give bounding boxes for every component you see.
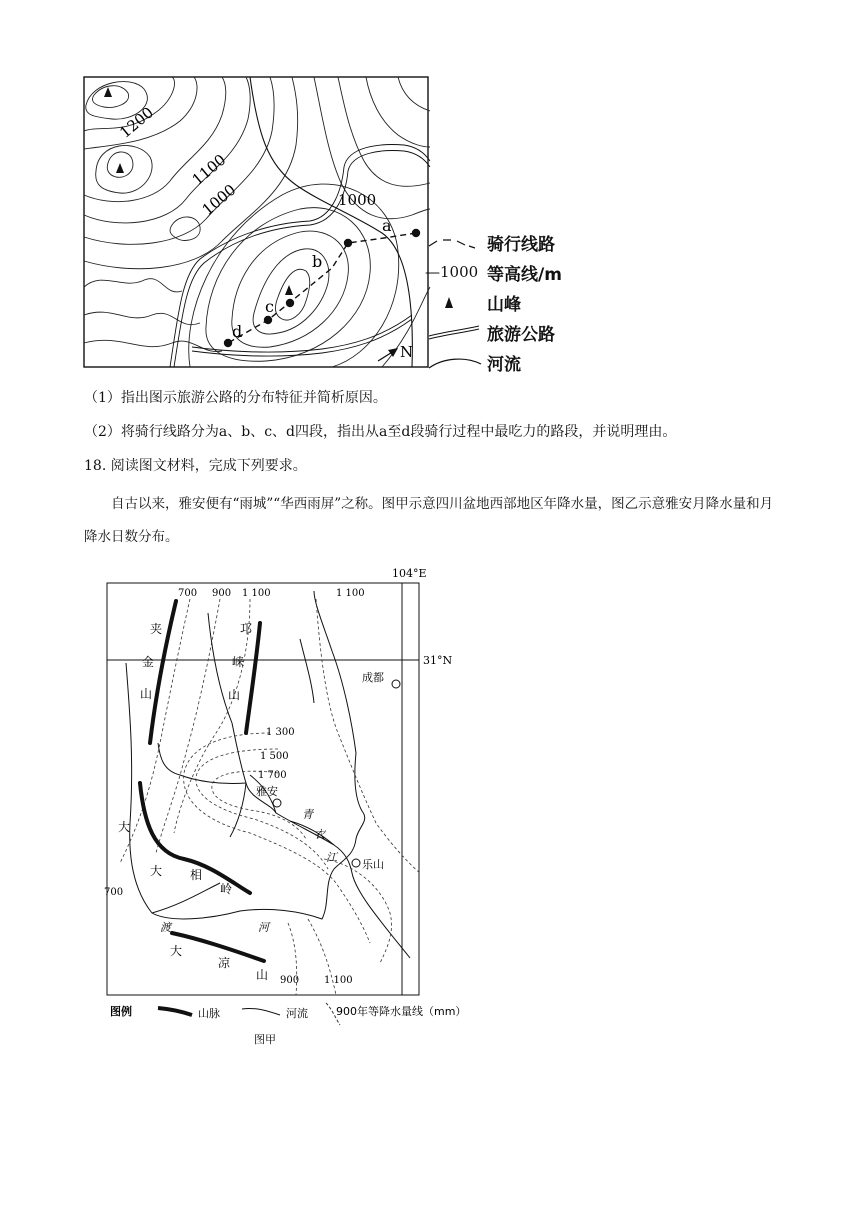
precipitation-map: [100, 563, 520, 1048]
contour-label: 1000: [198, 180, 240, 219]
mountain-label-jiajin: 山: [140, 687, 153, 701]
mountain-label-daxiang: 相: [190, 868, 203, 882]
precipitation-map-legend: [110, 1003, 466, 1046]
legend-label: 等高线/m: [487, 264, 562, 285]
legend-item-peak: [425, 287, 521, 317]
isohyet-label: 700: [178, 588, 198, 599]
mountain-legend-icon: [158, 1008, 192, 1015]
legend-label: 河流: [487, 354, 521, 375]
river-label-qingyi: 青: [302, 808, 313, 821]
isohyet-label: 1 500: [260, 751, 289, 762]
city-yaan: 雅安: [256, 785, 278, 798]
legend-item-river: [425, 347, 521, 377]
contour-label: 1200: [116, 103, 157, 142]
isohyet-label: 1 300: [266, 727, 295, 738]
legend-item-contour: [425, 257, 562, 287]
north-label: N: [400, 343, 414, 361]
legend-label: 骑行线路: [487, 234, 555, 255]
isohyet-label: 1 700: [258, 770, 287, 781]
city-leshan: 乐山: [362, 858, 384, 871]
longitude-label: 104°E: [392, 567, 427, 580]
dashed-route-icon: [425, 232, 483, 252]
legend-title: 图例: [110, 1005, 132, 1018]
isohyet-label: 1 100: [242, 588, 271, 599]
legend-river-label: 河流: [286, 1007, 308, 1020]
river-label-qingyi: 衣: [314, 828, 325, 841]
river-label-dadu: 河: [258, 921, 269, 934]
contour-icon: —1000: [425, 263, 479, 281]
mountain-label-daliang: 山: [256, 968, 269, 982]
mountain-label-daxiang: 大: [150, 864, 163, 878]
river-label-dadu: 渡: [160, 921, 171, 934]
legend-label: 旅游公路: [487, 324, 555, 345]
mountain-label-daliang: 凉: [218, 956, 231, 970]
legend-mountain-label: 山脉: [198, 1007, 220, 1020]
question-18-title: 18. 阅读图文材料，完成下列要求。: [84, 458, 307, 474]
peak-icon: [425, 292, 483, 312]
figure-caption: 图甲: [254, 1033, 276, 1046]
isohyet-label: 700: [104, 887, 124, 898]
isohyet-label: 1 100: [336, 588, 365, 599]
river-icon: [425, 352, 483, 372]
question-1: （1）指出图示旅游公路的分布特征并简析原因。: [84, 390, 387, 406]
mountain-label-jiajin: 夹: [150, 622, 163, 636]
mountain-label-qionglai: 山: [228, 688, 241, 702]
question-18-paragraph: 自古以来，雅安便有“雨城”“华西雨屏”之称。图甲示意四川盆地西部地区年降水量，图乙示意雅安月降水量和月降水日数分布。: [84, 496, 774, 545]
point-label-d: d: [232, 322, 243, 341]
mountain-label-daliang: 大: [170, 944, 183, 958]
mountain-label-da: 大: [118, 820, 131, 834]
legend-item-route: [425, 227, 555, 257]
road-icon: [425, 322, 483, 342]
latitude-label: 31°N: [423, 654, 453, 667]
isohyet-label: 900: [280, 975, 300, 986]
river-label-qingyi: 江: [326, 851, 337, 864]
contour-map: [82, 75, 432, 371]
contour-label: 1100: [188, 150, 230, 189]
point-label-c: c: [265, 297, 274, 316]
legend-isohyet-label: 900年等降水量线（mm）: [336, 1005, 467, 1018]
contour-label: 1000: [338, 191, 377, 209]
mountain-label-qionglai: 邛: [240, 622, 253, 636]
legend-label: 山峰: [487, 294, 521, 315]
legend-item-road: [425, 317, 555, 347]
point-label-a: a: [382, 216, 392, 235]
river-legend-icon: [242, 1008, 280, 1015]
city-chengdu: 成都: [362, 671, 384, 684]
mountain-label-jiajin: 金: [142, 655, 155, 669]
isohyet-label: 1 100: [324, 975, 353, 986]
mountain-line: [246, 623, 260, 733]
point-label-b: b: [312, 252, 323, 271]
mountain-label-qionglai: 崃: [232, 655, 245, 669]
isohyet-label: 900: [212, 588, 232, 599]
mountain-label-daxiang: 岭: [220, 882, 233, 896]
question-2: （2）将骑行线路分为a、b、c、d四段，指出从a至d段骑行过程中最吃力的路段，并说明理由。: [84, 424, 677, 440]
contour-map-legend: [425, 225, 595, 375]
